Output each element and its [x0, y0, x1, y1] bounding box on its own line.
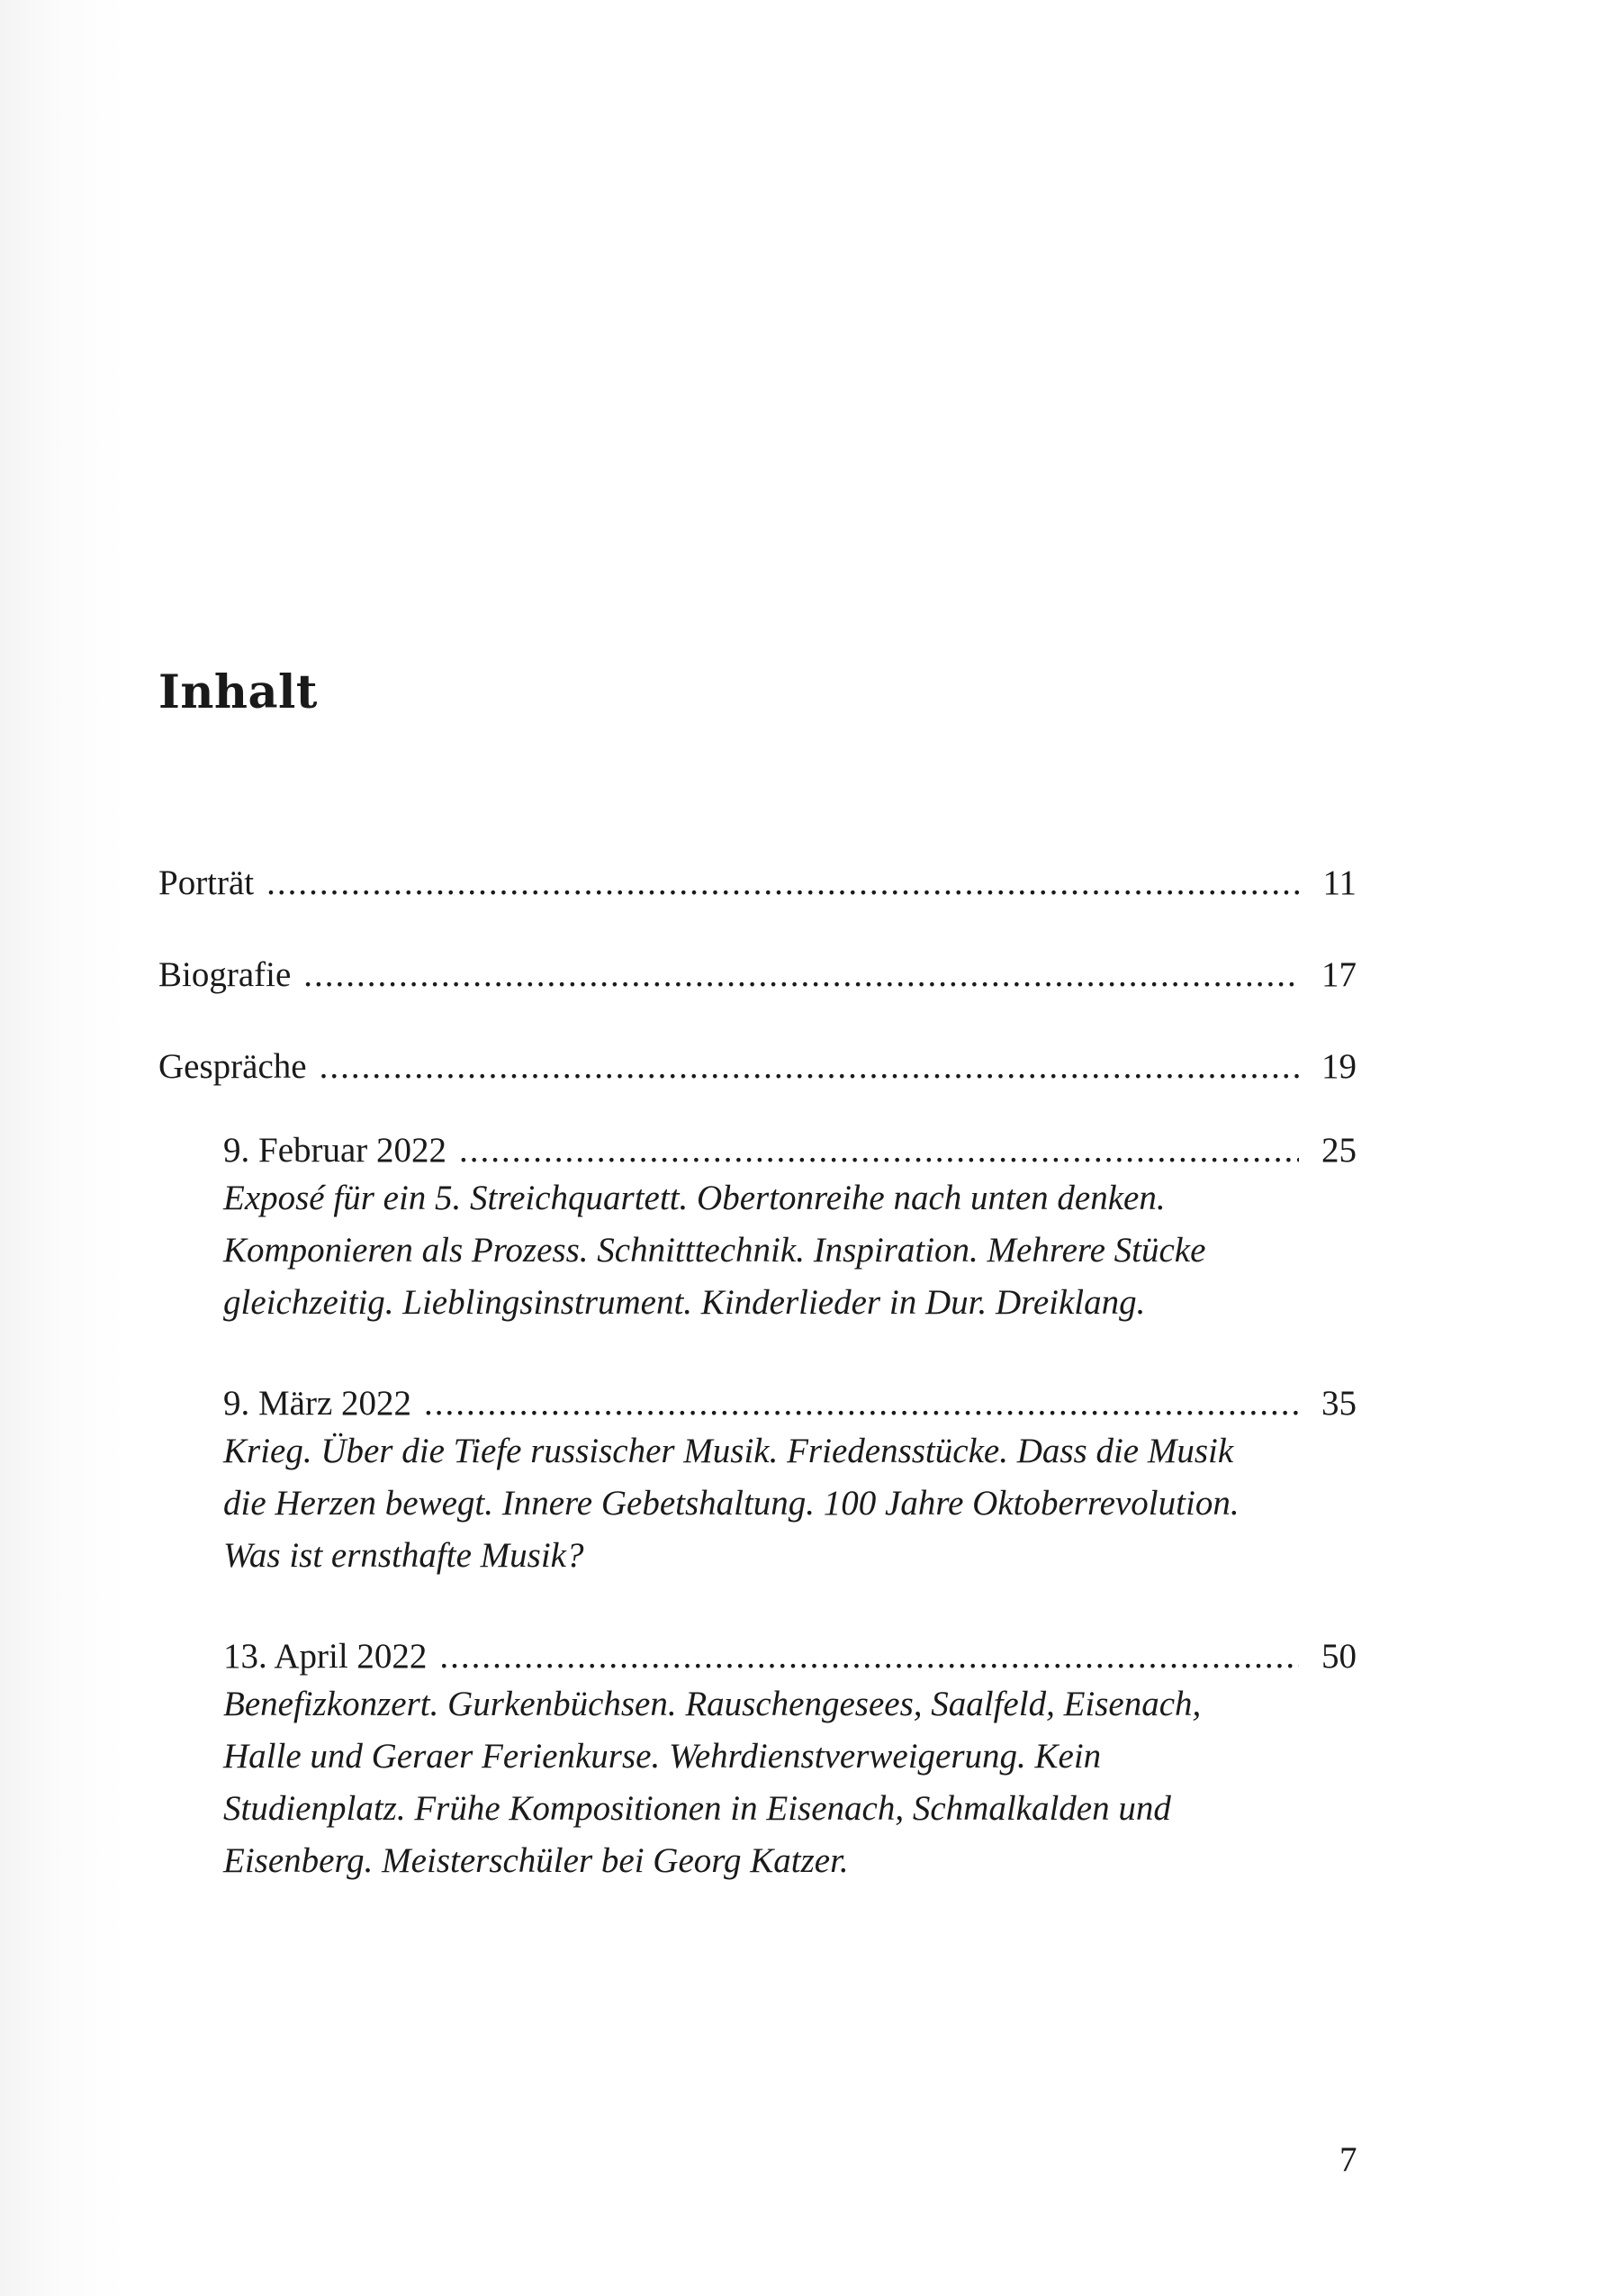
- page-title: Inhalt: [158, 665, 318, 720]
- toc-leader-dots: [424, 1383, 1299, 1424]
- toc-entry-portraet[interactable]: [158, 863, 1357, 903]
- toc-leader-dots: [439, 1636, 1299, 1677]
- toc-subentry-13-april[interactable]: [223, 1636, 1357, 1887]
- toc-entry-label: Biografie: [158, 955, 292, 994]
- toc-subentry-label: 9. März 2022: [223, 1384, 412, 1423]
- toc-subentry-9-februar[interactable]: [223, 1130, 1357, 1329]
- toc-subentry-header: [223, 1383, 1357, 1424]
- toc-leader-dots: [266, 863, 1299, 903]
- toc-subentry-label: 9. Februar 2022: [223, 1131, 447, 1170]
- page-edge-shadow: [0, 0, 126, 2296]
- toc-leader-dots: [320, 1046, 1299, 1087]
- toc-subentry-summary: Benefizkonzert. Gurkenbüchsen. Rauschengesees, Saalfeld, Eisenach, Halle und Geraer Ferienkurse. Wehrdienstverweigerung. Kein Studienplatz. Frühe Kompositionen in Eisenach, Schmalkalden und Eisenberg. Meisterschüler bei Georg Katzer.: [223, 1685, 1202, 1880]
- toc-leader-dots: [303, 954, 1299, 995]
- toc-leader-dots: [459, 1130, 1299, 1171]
- toc-entry-label: Gespräche: [158, 1047, 307, 1086]
- toc-subentry-label: 13. April 2022: [223, 1637, 428, 1676]
- toc-subentry-page: 50: [1321, 1637, 1357, 1676]
- toc-subentry-header: [223, 1636, 1357, 1677]
- toc-entry-page: 19: [1321, 1047, 1357, 1086]
- toc-entry-page: 11: [1322, 863, 1357, 902]
- toc-subentry-summary: Exposé für ein 5. Streichquartett. Obertonreihe nach unten denken. Komponieren als Prozess. Schnitttechnik. Inspiration. Mehrere Stücke gleichzeitig. Lieblingsinstrument. Kinderlieder in Dur. Dreiklang.: [223, 1179, 1206, 1322]
- table-of-contents: [158, 863, 1357, 1887]
- toc-entry-label: Porträt: [158, 863, 255, 902]
- toc-entry-gespraeche[interactable]: [158, 1046, 1357, 1087]
- toc-subentry-page: 25: [1321, 1131, 1357, 1170]
- toc-subentry-9-maerz[interactable]: [223, 1383, 1357, 1582]
- toc-subentry-summary: Krieg. Über die Tiefe russischer Musik. Friedensstücke. Dass die Musik die Herzen bewegt. Innere Gebetshaltung. 100 Jahre Oktoberrevolution. Was ist ernsthafte Musik?: [223, 1432, 1240, 1575]
- toc-subentry-page: 35: [1321, 1384, 1357, 1423]
- toc-entry-biografie[interactable]: [158, 954, 1357, 995]
- toc-subentry-header: [223, 1130, 1357, 1171]
- page-number: 7: [1339, 2140, 1357, 2179]
- toc-entry-page: 17: [1321, 955, 1357, 994]
